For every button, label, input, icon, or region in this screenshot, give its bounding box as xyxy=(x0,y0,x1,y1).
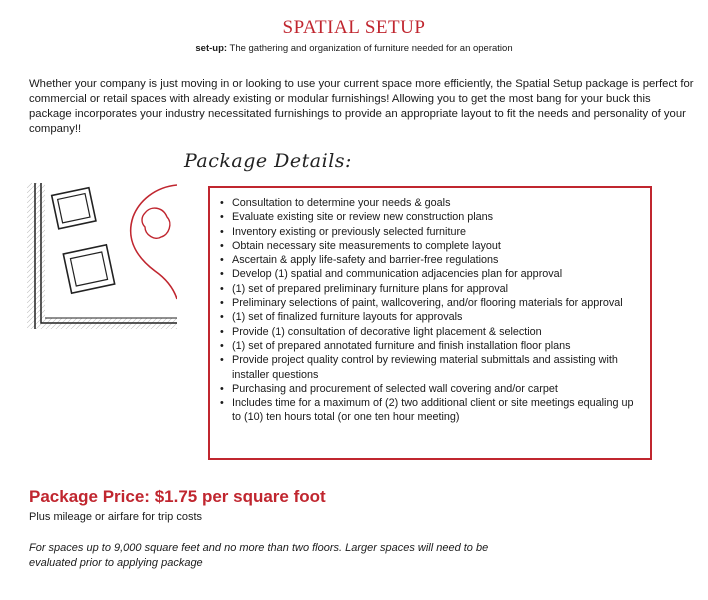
detail-item-text: Develop (1) spatial and communication adjacencies plan for approval xyxy=(232,268,563,281)
detail-item xyxy=(220,267,638,281)
detail-item-text: Obtain necessary site measurements to complete layout xyxy=(232,239,501,252)
detail-item xyxy=(220,210,638,224)
detail-item-text: Evaluate existing site or review new construction plans xyxy=(232,211,494,224)
detail-item-text: Purchasing and procurement of selected wall covering and/or carpet xyxy=(232,382,558,395)
bullet-icon: • xyxy=(220,268,224,281)
bullet-icon: • xyxy=(220,225,224,238)
detail-item-text: Consultation to determine your needs & goals xyxy=(232,197,451,209)
detail-item-text: (1) set of prepared preliminary furniture plans for approval xyxy=(232,282,509,295)
detail-item-text: Includes time for a maximum of (2) two additional client or site meetings equaling up to (10) ten hours total (or one ten hour meeting) xyxy=(232,397,634,424)
bullet-icon: • xyxy=(220,211,224,224)
detail-item xyxy=(220,239,638,253)
bullet-icon: • xyxy=(220,239,224,252)
size-limit-note: For spaces up to 9,000 square feet and no more than two floors. Larger spaces will need to be evaluated prior to applying package xyxy=(29,542,489,569)
detail-item xyxy=(220,382,638,396)
detail-item xyxy=(220,225,638,239)
bullet-icon: • xyxy=(220,197,224,209)
detail-item xyxy=(220,253,638,267)
detail-item xyxy=(220,339,638,353)
package-details-heading: Package Details: xyxy=(184,150,352,172)
detail-item-text: Inventory existing or previously selected furniture xyxy=(232,225,467,238)
bullet-icon: • xyxy=(220,339,224,352)
detail-item xyxy=(220,196,638,210)
package-price: Package Price: $1.75 per square foot xyxy=(29,487,326,506)
subtitle-term: set-up: xyxy=(195,43,228,54)
detail-item-text: Provide project quality control by reviewing material submittals and assisting with installer questions xyxy=(232,354,618,381)
detail-item-text: Preliminary selections of paint, wallcovering, and/or flooring materials for approval xyxy=(232,297,623,310)
bullet-icon: • xyxy=(220,325,224,338)
bullet-icon: • xyxy=(220,382,224,395)
bullet-icon: • xyxy=(220,297,224,310)
detail-item-text: (1) set of prepared annotated furniture and finish installation floor plans xyxy=(232,339,571,352)
detail-item-text: Provide (1) consultation of decorative light placement & selection xyxy=(232,325,542,338)
detail-item xyxy=(220,325,638,339)
detail-item-text: Ascertain & apply life-safety and barrier-free regulations xyxy=(232,254,499,267)
floor-plan-sketch-illustration xyxy=(27,183,177,329)
detail-item xyxy=(220,396,638,425)
subtitle-definition: The gathering and organization of furniture needed for an operation xyxy=(227,43,513,54)
bullet-icon: • xyxy=(220,282,224,295)
bullet-icon: • xyxy=(220,354,224,367)
detail-item xyxy=(220,296,638,310)
package-details-box xyxy=(208,186,652,460)
bullet-icon: • xyxy=(220,254,224,267)
detail-item-text: (1) set of finalized furniture layouts for approvals xyxy=(232,311,463,324)
detail-item xyxy=(220,282,638,296)
detail-item xyxy=(220,353,638,382)
package-details-list xyxy=(210,188,650,425)
bullet-icon: • xyxy=(220,311,224,324)
bullet-icon: • xyxy=(220,397,224,410)
intro-paragraph: Whether your company is just moving in or looking to use your current space more efficiently, the Spatial Setup package is perfect for commercial or retail spaces with already existing or modular furnishings! Allowing you to get the most bang for your buck this package incorporates your industry necessitated furnishings to provide an appropriate layout to fit the needs and personality of your company!! xyxy=(29,78,694,135)
page-subtitle xyxy=(0,43,708,54)
page-title: SPATIAL SETUP xyxy=(282,17,426,38)
mileage-note: Plus mileage or airfare for trip costs xyxy=(29,511,203,523)
detail-item xyxy=(220,310,638,324)
